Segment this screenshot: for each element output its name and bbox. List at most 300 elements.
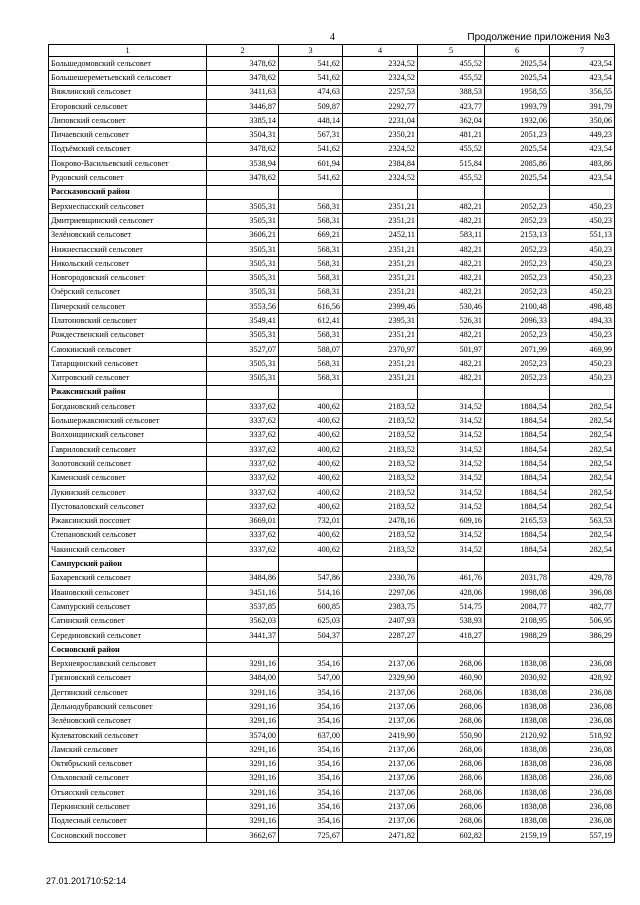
- value-cell: 450,23: [550, 257, 615, 271]
- value-cell: 354,16: [279, 800, 343, 814]
- value-cell: 400,62: [279, 443, 343, 457]
- value-cell: [550, 557, 615, 571]
- value-cell: 2231,04: [343, 114, 418, 128]
- settlement-name: Пустоваловский сельсовет: [49, 500, 207, 514]
- table-row: [49, 271, 615, 285]
- value-cell: 3385,14: [207, 114, 279, 128]
- settlement-name: Пичерский сельсовет: [49, 300, 207, 314]
- value-cell: 314,52: [418, 543, 485, 557]
- value-cell: 268,06: [418, 771, 485, 785]
- value-cell: 3606,21: [207, 228, 279, 242]
- table-row: [49, 414, 615, 428]
- value-cell: 400,62: [279, 500, 343, 514]
- settlement-name: Лукинский сельсовет: [49, 485, 207, 499]
- value-cell: 2137,06: [343, 700, 418, 714]
- district-name: Рассказовский район: [49, 185, 207, 199]
- value-cell: 354,16: [279, 657, 343, 671]
- value-cell: 3504,31: [207, 128, 279, 142]
- value-cell: 314,52: [418, 500, 485, 514]
- value-cell: 2395,31: [343, 314, 418, 328]
- value-cell: 268,06: [418, 686, 485, 700]
- value-cell: 236,08: [550, 757, 615, 771]
- value-cell: 2183,52: [343, 528, 418, 542]
- table-row: [49, 814, 615, 828]
- value-cell: 282,54: [550, 428, 615, 442]
- value-cell: 1884,54: [485, 543, 550, 557]
- value-cell: 609,16: [418, 514, 485, 528]
- value-cell: 2183,52: [343, 414, 418, 428]
- table-row: [49, 242, 615, 256]
- table-row: [49, 700, 615, 714]
- value-cell: 568,31: [279, 271, 343, 285]
- value-cell: 2351,21: [343, 199, 418, 213]
- value-cell: 2153,13: [485, 228, 550, 242]
- value-cell: 455,52: [418, 171, 485, 185]
- value-cell: 2031,78: [485, 571, 550, 585]
- section-row: [49, 185, 615, 199]
- value-cell: 2025,54: [485, 142, 550, 156]
- settlement-name: Ольховский сельсовет: [49, 771, 207, 785]
- value-cell: 461,76: [418, 571, 485, 585]
- value-cell: 541,62: [279, 142, 343, 156]
- settlement-name: Ивановский сельсовет: [49, 585, 207, 599]
- column-header: 1: [49, 45, 207, 57]
- value-cell: 583,11: [418, 228, 485, 242]
- value-cell: 268,06: [418, 800, 485, 814]
- table-row: [49, 214, 615, 228]
- value-cell: [418, 385, 485, 399]
- value-cell: 314,52: [418, 528, 485, 542]
- value-cell: 2183,52: [343, 457, 418, 471]
- value-cell: 557,19: [550, 829, 615, 843]
- value-cell: 236,08: [550, 743, 615, 757]
- table-row: [49, 829, 615, 843]
- value-cell: 2287,27: [343, 628, 418, 642]
- value-cell: 354,16: [279, 757, 343, 771]
- value-cell: 3538,94: [207, 157, 279, 171]
- value-cell: 551,13: [550, 228, 615, 242]
- value-cell: 732,01: [279, 514, 343, 528]
- table-row: [49, 71, 615, 85]
- district-name: Сосновский район: [49, 643, 207, 657]
- value-cell: 541,62: [279, 171, 343, 185]
- table-row: [49, 528, 615, 542]
- value-cell: [207, 557, 279, 571]
- value-cell: 3478,62: [207, 71, 279, 85]
- value-cell: 494,33: [550, 314, 615, 328]
- value-cell: 2137,06: [343, 714, 418, 728]
- value-cell: [207, 643, 279, 657]
- value-cell: 1838,08: [485, 800, 550, 814]
- table-row: [49, 285, 615, 299]
- value-cell: 282,54: [550, 457, 615, 471]
- value-cell: 236,08: [550, 814, 615, 828]
- value-cell: 423,54: [550, 171, 615, 185]
- settlement-name: Липовский сельсовет: [49, 114, 207, 128]
- value-cell: 354,16: [279, 814, 343, 828]
- value-cell: 498,48: [550, 300, 615, 314]
- value-cell: 2030,92: [485, 671, 550, 685]
- value-cell: 1838,08: [485, 814, 550, 828]
- settlement-name: Отъясский сельсовет: [49, 786, 207, 800]
- value-cell: 354,16: [279, 700, 343, 714]
- value-cell: 568,31: [279, 242, 343, 256]
- value-cell: 400,62: [279, 543, 343, 557]
- value-cell: 3337,62: [207, 485, 279, 499]
- table-row: [49, 128, 615, 142]
- value-cell: 547,00: [279, 671, 343, 685]
- value-cell: 482,21: [418, 328, 485, 342]
- table-row: [49, 428, 615, 442]
- table-row: [49, 771, 615, 785]
- settlement-name: Подъёмский сельсовет: [49, 142, 207, 156]
- value-cell: 482,21: [418, 285, 485, 299]
- table-row: [49, 543, 615, 557]
- settlement-name: Саюкинский сельсовет: [49, 342, 207, 356]
- value-cell: 541,62: [279, 57, 343, 71]
- value-cell: 2137,06: [343, 657, 418, 671]
- value-cell: 354,16: [279, 686, 343, 700]
- value-cell: 588,07: [279, 342, 343, 356]
- value-cell: 1932,06: [485, 114, 550, 128]
- value-cell: 3549,41: [207, 314, 279, 328]
- value-cell: 514,16: [279, 585, 343, 599]
- value-cell: 282,54: [550, 543, 615, 557]
- value-cell: 3527,07: [207, 342, 279, 356]
- value-cell: 428,06: [418, 585, 485, 599]
- value-cell: 3337,62: [207, 457, 279, 471]
- table-row: [49, 500, 615, 514]
- settlement-name: Кулеватовский сельсовет: [49, 728, 207, 742]
- value-cell: 423,54: [550, 142, 615, 156]
- value-cell: 550,90: [418, 728, 485, 742]
- settlement-name: Перкинский сельсовет: [49, 800, 207, 814]
- column-header: 3: [279, 45, 343, 57]
- table-row: [49, 300, 615, 314]
- value-cell: 2330,76: [343, 571, 418, 585]
- value-cell: 2419,90: [343, 728, 418, 742]
- table-row: [49, 443, 615, 457]
- value-cell: 2351,21: [343, 242, 418, 256]
- value-cell: 2351,21: [343, 328, 418, 342]
- value-cell: 725,67: [279, 829, 343, 843]
- value-cell: 3337,62: [207, 543, 279, 557]
- value-cell: 3291,16: [207, 786, 279, 800]
- section-row: [49, 557, 615, 571]
- settlement-name: Бахаревский сельсовет: [49, 571, 207, 585]
- value-cell: 1838,08: [485, 771, 550, 785]
- value-cell: 1838,08: [485, 657, 550, 671]
- value-cell: [550, 185, 615, 199]
- value-cell: 563,53: [550, 514, 615, 528]
- column-header: 6: [485, 45, 550, 57]
- value-cell: 268,06: [418, 714, 485, 728]
- settlement-name: Егоровский сельсовет: [49, 99, 207, 113]
- value-cell: 282,54: [550, 500, 615, 514]
- value-cell: 2120,92: [485, 728, 550, 742]
- table-row: [49, 328, 615, 342]
- settlement-name: Золотовский сельсовет: [49, 457, 207, 471]
- value-cell: 1884,54: [485, 471, 550, 485]
- value-cell: 3337,62: [207, 443, 279, 457]
- value-cell: 388,53: [418, 85, 485, 99]
- value-cell: [485, 643, 550, 657]
- settlement-name: Ржаксинский поссовет: [49, 514, 207, 528]
- value-cell: 637,00: [279, 728, 343, 742]
- value-cell: 3291,16: [207, 700, 279, 714]
- table-row: [49, 728, 615, 742]
- settlement-name: Верхнеярославский сельсовет: [49, 657, 207, 671]
- value-cell: 400,62: [279, 457, 343, 471]
- value-cell: 541,62: [279, 71, 343, 85]
- value-cell: 3291,16: [207, 814, 279, 828]
- value-cell: 2025,54: [485, 57, 550, 71]
- value-cell: 400,62: [279, 528, 343, 542]
- value-cell: 474,63: [279, 85, 343, 99]
- value-cell: 1884,54: [485, 500, 550, 514]
- value-cell: 2025,54: [485, 71, 550, 85]
- value-cell: 314,52: [418, 485, 485, 499]
- settlement-name: Сатинский сельсовет: [49, 614, 207, 628]
- value-cell: 400,62: [279, 471, 343, 485]
- value-cell: 2292,77: [343, 99, 418, 113]
- value-cell: 601,94: [279, 157, 343, 171]
- settlement-name: Октябрьский сельсовет: [49, 757, 207, 771]
- value-cell: [343, 643, 418, 657]
- value-cell: 669,21: [279, 228, 343, 242]
- value-cell: [550, 643, 615, 657]
- value-cell: 2478,16: [343, 514, 418, 528]
- value-cell: 282,54: [550, 485, 615, 499]
- table-row: [49, 99, 615, 113]
- table-row: [49, 257, 615, 271]
- table-row: [49, 571, 615, 585]
- section-row: [49, 643, 615, 657]
- district-name: Ржаксинский район: [49, 385, 207, 399]
- value-cell: 282,54: [550, 443, 615, 457]
- value-cell: 482,21: [418, 357, 485, 371]
- value-cell: 568,31: [279, 328, 343, 342]
- value-cell: 1998,08: [485, 585, 550, 599]
- table-row: [49, 671, 615, 685]
- table-header-row: [49, 45, 615, 57]
- table-row: [49, 371, 615, 385]
- value-cell: 391,79: [550, 99, 615, 113]
- settlement-name: Татарщинский сельсовет: [49, 357, 207, 371]
- value-cell: 3505,31: [207, 357, 279, 371]
- table-body: [49, 57, 615, 843]
- value-cell: 2085,86: [485, 157, 550, 171]
- table-row: [49, 85, 615, 99]
- value-cell: 3337,62: [207, 400, 279, 414]
- settlement-name: Дмитриевщинский сельсовет: [49, 214, 207, 228]
- value-cell: 1884,54: [485, 443, 550, 457]
- value-cell: 3337,62: [207, 428, 279, 442]
- value-cell: 268,06: [418, 757, 485, 771]
- value-cell: 236,08: [550, 800, 615, 814]
- value-cell: 236,08: [550, 771, 615, 785]
- settlement-name: Верхнеспасский сельсовет: [49, 199, 207, 213]
- value-cell: 482,77: [550, 600, 615, 614]
- value-cell: 2108,95: [485, 614, 550, 628]
- value-cell: 547,86: [279, 571, 343, 585]
- value-cell: 354,16: [279, 743, 343, 757]
- table-row: [49, 57, 615, 71]
- value-cell: 568,31: [279, 371, 343, 385]
- value-cell: 236,08: [550, 714, 615, 728]
- value-cell: 2351,21: [343, 285, 418, 299]
- value-cell: 2257,53: [343, 85, 418, 99]
- value-cell: 482,21: [418, 271, 485, 285]
- value-cell: 3478,62: [207, 142, 279, 156]
- value-cell: 482,21: [418, 257, 485, 271]
- table-row: [49, 800, 615, 814]
- settlement-name: Хитровский сельсовет: [49, 371, 207, 385]
- value-cell: 268,06: [418, 814, 485, 828]
- table-row: [49, 142, 615, 156]
- value-cell: 282,54: [550, 400, 615, 414]
- settlement-name: Покрово-Васильевский сельсовет: [49, 157, 207, 171]
- value-cell: 282,54: [550, 528, 615, 542]
- value-cell: 1884,54: [485, 528, 550, 542]
- settlement-name: Каменский сельсовет: [49, 471, 207, 485]
- value-cell: 3662,67: [207, 829, 279, 843]
- value-cell: 314,52: [418, 428, 485, 442]
- value-cell: 3337,62: [207, 500, 279, 514]
- value-cell: 3291,16: [207, 771, 279, 785]
- value-cell: 2324,52: [343, 57, 418, 71]
- value-cell: 2096,33: [485, 314, 550, 328]
- value-cell: 3291,16: [207, 657, 279, 671]
- value-cell: 354,16: [279, 786, 343, 800]
- settlement-name: Зелёновский сельсовет: [49, 714, 207, 728]
- table-row: [49, 757, 615, 771]
- value-cell: 314,52: [418, 457, 485, 471]
- value-cell: 2324,52: [343, 71, 418, 85]
- settlement-name: Гавриловский сельсовет: [49, 443, 207, 457]
- value-cell: 1838,08: [485, 686, 550, 700]
- value-cell: 3553,56: [207, 300, 279, 314]
- value-cell: 314,52: [418, 443, 485, 457]
- table-row: [49, 228, 615, 242]
- value-cell: [418, 557, 485, 571]
- value-cell: 1988,29: [485, 628, 550, 642]
- value-cell: 418,27: [418, 628, 485, 642]
- value-cell: 2351,21: [343, 357, 418, 371]
- table-row: [49, 400, 615, 414]
- settlement-name: Дельнодубравский сельсовет: [49, 700, 207, 714]
- value-cell: 3505,31: [207, 199, 279, 213]
- column-header: 2: [207, 45, 279, 57]
- value-cell: 3291,16: [207, 757, 279, 771]
- value-cell: 314,52: [418, 414, 485, 428]
- value-cell: 3505,31: [207, 371, 279, 385]
- value-cell: 515,84: [418, 157, 485, 171]
- settlement-name: Серединовский сельсовет: [49, 628, 207, 642]
- district-name: Сампурский район: [49, 557, 207, 571]
- settlement-name: Сосновский поссовет: [49, 829, 207, 843]
- value-cell: 386,29: [550, 628, 615, 642]
- value-cell: 1838,08: [485, 700, 550, 714]
- settlement-name: Чакинский сельсовет: [49, 543, 207, 557]
- value-cell: 2324,52: [343, 171, 418, 185]
- value-cell: 236,08: [550, 786, 615, 800]
- value-cell: 450,23: [550, 285, 615, 299]
- value-cell: 600,85: [279, 600, 343, 614]
- value-cell: [207, 385, 279, 399]
- value-cell: 2452,11: [343, 228, 418, 242]
- table-row: [49, 314, 615, 328]
- value-cell: 2351,21: [343, 257, 418, 271]
- value-cell: 1838,08: [485, 714, 550, 728]
- value-cell: 2137,06: [343, 686, 418, 700]
- table-row: [49, 457, 615, 471]
- table-row: [49, 171, 615, 185]
- table-row: [49, 342, 615, 356]
- table-row: [49, 514, 615, 528]
- value-cell: 1838,08: [485, 786, 550, 800]
- data-table: [48, 44, 615, 843]
- column-header: 5: [418, 45, 485, 57]
- value-cell: 428,92: [550, 671, 615, 685]
- value-cell: 400,62: [279, 485, 343, 499]
- value-cell: 2183,52: [343, 443, 418, 457]
- column-header: 4: [343, 45, 418, 57]
- value-cell: 504,37: [279, 628, 343, 642]
- value-cell: 568,31: [279, 357, 343, 371]
- value-cell: 1993,79: [485, 99, 550, 113]
- value-cell: [207, 185, 279, 199]
- value-cell: 354,16: [279, 714, 343, 728]
- settlement-name: Сампурский сельсовет: [49, 600, 207, 614]
- value-cell: 616,56: [279, 300, 343, 314]
- value-cell: 2052,23: [485, 214, 550, 228]
- value-cell: 3451,16: [207, 585, 279, 599]
- value-cell: [550, 385, 615, 399]
- value-cell: 2471,82: [343, 829, 418, 843]
- value-cell: 481,21: [418, 128, 485, 142]
- value-cell: 2052,23: [485, 257, 550, 271]
- value-cell: 501,97: [418, 342, 485, 356]
- value-cell: 568,31: [279, 285, 343, 299]
- value-cell: 1884,54: [485, 400, 550, 414]
- table-row: [49, 357, 615, 371]
- settlement-name: Никольский сельсовет: [49, 257, 207, 271]
- value-cell: 2351,21: [343, 371, 418, 385]
- value-cell: 2383,75: [343, 600, 418, 614]
- value-cell: 2183,52: [343, 500, 418, 514]
- value-cell: 3291,16: [207, 743, 279, 757]
- value-cell: 455,52: [418, 57, 485, 71]
- settlement-name: Зелёновский сельсовет: [49, 228, 207, 242]
- table-row: [49, 585, 615, 599]
- value-cell: 400,62: [279, 428, 343, 442]
- value-cell: [485, 185, 550, 199]
- settlement-name: Ламский сельсовет: [49, 743, 207, 757]
- value-cell: [279, 643, 343, 657]
- table-row: [49, 686, 615, 700]
- value-cell: 3505,31: [207, 285, 279, 299]
- value-cell: 2100,48: [485, 300, 550, 314]
- value-cell: 2183,52: [343, 485, 418, 499]
- value-cell: 236,08: [550, 657, 615, 671]
- value-cell: 2297,06: [343, 585, 418, 599]
- value-cell: 2165,53: [485, 514, 550, 528]
- value-cell: 3505,31: [207, 257, 279, 271]
- value-cell: 1884,54: [485, 457, 550, 471]
- settlement-name: Пичаевский сельсовет: [49, 128, 207, 142]
- value-cell: 450,23: [550, 199, 615, 213]
